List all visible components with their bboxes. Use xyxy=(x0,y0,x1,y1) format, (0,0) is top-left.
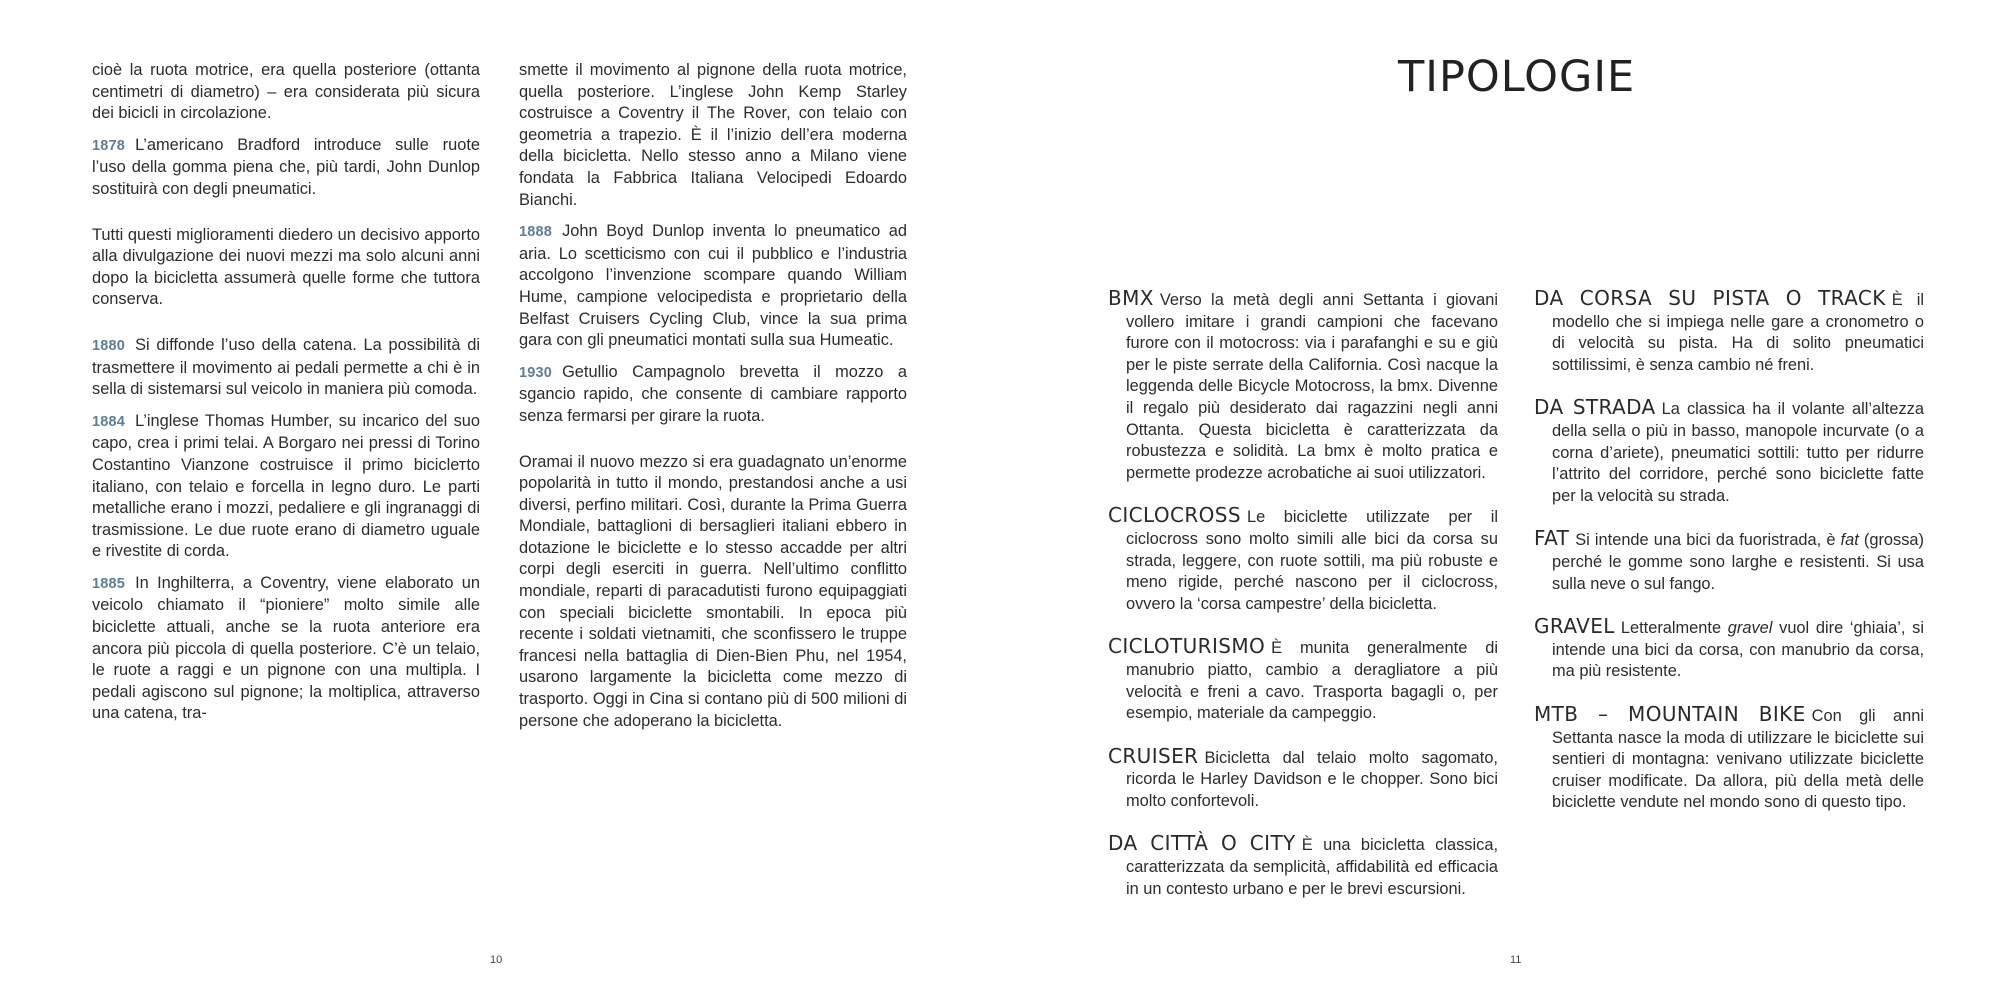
type-description: Le biciclette utilizzate per il ciclocross sono molto simili alle bici da corsa su strada, leggere, con ruote sottili, ma più robuste e meno rigide, perché nascono per il ciclocross, ovvero la ‘corsa campestre’ della bicicletta. xyxy=(1126,508,1498,613)
type-description: È munita generalmente di manubrio piatto, cambio a deragliatore a più velocità e freni a cavo. Trasporta bagagli o, per esempio, materiale da campeggio. xyxy=(1126,639,1498,723)
timeline-entry-1888 xyxy=(519,221,907,352)
types-column-1 xyxy=(1108,288,1498,921)
timeline-entry-1930 xyxy=(519,362,907,428)
type-entry-strada xyxy=(1534,397,1924,507)
type-name: CRUISER xyxy=(1108,743,1199,768)
type-emphasis: fat xyxy=(1840,531,1859,550)
type-name: BMX xyxy=(1108,286,1154,310)
entry-text: In Inghilterra, a Coventry, viene elaborato un veicolo chiamato il “pioniere” molto simile alle biciclette attuali, anche se la ruota anteriore era ancora più piccola di quella posteriore. C’è un telaio, le ruote a raggi e un pignone con una multipla. I pedali agiscono sul pignone; la moltiplica, attraverso una catena, tra- xyxy=(92,573,480,723)
type-description-start: Si intende una bici da fuoristrada, è xyxy=(1575,531,1836,550)
intro-paragraph: cioè la ruota motrice, era quella posteriore (ottanta centimetri di diametro) – era considerata più sicura dei bicicli in circolazione. xyxy=(92,61,480,123)
type-name: FAT xyxy=(1534,526,1570,551)
timeline-entry-1878 xyxy=(92,135,480,201)
left-column-1 xyxy=(92,60,480,735)
left-column-2 xyxy=(519,60,907,756)
body-paragraph: Oramai il nuovo mezzo si era guadagnato un’enorme popolarità in tutto il mondo, prestandosi anche a usi diversi, perfino militari. Così, durante la Prima Guerra Mondiale, battaglioni di bersaglieri italiani ebbero in dotazione le biciclette e lo stesso accadde per altri corpi degli eserciti in guerra. Nell’ultimo conflitto mondiale, reparti di paracadutisti furono equipaggiati con speciali biciclette smontabili. In epoca più recente i soldati vietnamiti, che sconfissero le truppe francesi nella battaglia di Dien-Bien Phu, nel 1954, usarono largamente la bicicletta come mezzo di trasporto. Oggi in Cina si contano più di 500 milioni di persone che adoperano la bicicletta. xyxy=(519,452,907,730)
entry-text: L’americano Bradford introduce sulle ruote l’uso della gomma piena che, più tardi, John Dunlop sostituirà con degli pneumatici. xyxy=(92,135,480,198)
timeline-entry-1884 xyxy=(92,411,480,563)
type-entry-gravel xyxy=(1534,616,1924,683)
type-name: GRAVEL xyxy=(1534,614,1615,639)
type-description: La classica ha il volante all’altezza della sella o più in basso, manopole incurvate (o a corna d’ariete), pneumatici sottili: tutto per ridurre l’attrito del corridore, perché sono biciclette fatte per la velocità su strada. xyxy=(1552,400,1924,505)
type-entry-fat xyxy=(1534,528,1924,595)
type-description: Verso la metà degli anni Settanta i giovani vollero imitare i grandi campioni che facevano furore con il motocross: via i parafanghi e su e giù per le piste serrate della California. Così nacque la leggenda delle Bicycle Motocross, la bmx. Divenne il regalo più desiderato dai ragazzini negli anni Ottanta. Questa bicicletta è caratterizzata da robustezza e solidità. La bmx è molto pratica e permette prodezze acrobatiche ai suoi utilizzatori. xyxy=(1126,291,1498,482)
type-name: CICLOTURISMO xyxy=(1108,634,1266,659)
type-name: DA CORSA SU PISTA O TRACK xyxy=(1534,286,1886,310)
year-label: 1888 xyxy=(519,224,553,241)
type-entry-cicloturismo xyxy=(1108,636,1498,724)
year-label: 1885 xyxy=(92,575,126,592)
page-number: 11 xyxy=(1510,954,1522,966)
continuation-paragraph: smette il movimento al pignone della ruota motrice, quella posteriore. L’inglese John Kemp Starley costruisce a Coventry il The Rover, con telaio con geometria a trapezio. È il l’inizio dell’era moderna della bicicletta. Nello stesso anno a Milano viene fondata la Fabbrica Italiana Velocipedi Edoardo Bianchi. xyxy=(519,61,907,209)
entry-text: L’inglese Thomas Humber, su incarico del suo capo, crea i primi telai. A Borgaro nei pressi di Torino Costantino Vianzone costruisce il primo biciclетto italiano, con telaio e forcella in legno duro. Le parti metalliche erano i mozzi, pedaliere e gli ingranaggi di trasmissione. Le due ruote erano di diametro uguale e rivestite di corda. xyxy=(92,411,480,561)
type-entry-mtb xyxy=(1534,701,1924,814)
type-name: DA STRADA xyxy=(1534,395,1656,420)
year-label: 1930 xyxy=(519,364,553,381)
type-description: Bicicletta dal telaio molto sagomato, ricorda le Harley Davidson e le chopper. Sono bici molto confortevoli. xyxy=(1126,748,1498,810)
type-entry-ciclocross xyxy=(1108,505,1498,615)
type-description-end: (grossa) perché le gomme sono larghe e resistenti. Si usa sulla neve o sul fango. xyxy=(1552,531,1925,593)
type-name: CICLOCROSS xyxy=(1108,503,1241,528)
type-description: È il modello che si impiega nelle gare a cronometro o di velocità su pista. Ha di solito pneumatici sottilissimi, è senza cambio né freni. xyxy=(1552,291,1924,374)
type-name: MTB – MOUNTAIN BIKE xyxy=(1534,701,1806,726)
right-page xyxy=(1000,0,2000,1000)
year-label: 1880 xyxy=(92,337,126,354)
section-title: TIPOLOGIE xyxy=(1398,52,1636,102)
year-label: 1878 xyxy=(92,137,126,154)
page-number: 10 xyxy=(490,954,503,966)
type-emphasis: gravel xyxy=(1727,619,1773,638)
timeline-entry-1880 xyxy=(92,335,480,401)
entry-text: Si diffonde l’uso della catena. La possibilità di trasmettere il movimento ai pedali permette a chi è in sella di sistemarsi sul veicolo in maniera più comoda. xyxy=(92,335,480,399)
type-entry-bmx xyxy=(1108,288,1498,484)
type-description-end: vuol dire ‘ghiaia’, si intende una bici da corsa, con manubrio da corsa, ma più resistente. xyxy=(1552,619,1924,681)
entry-text: Getullio Campagnolo brevetta il mozzo a sgancio rapido, che consente di cambiare rapporto senza fermarsi per girare la ruota. xyxy=(519,362,907,425)
type-description-start: Letteralmente xyxy=(1620,619,1722,638)
entry-text: John Boyd Dunlop inventa lo pneumatico ad aria. Lo scetticismo con cui il pubblico e l’industria accolgono l’invenzione scompare quando William Hume, campione velocipedista e proprietario della Belfast Cruisers Cycling Club, vince la sua prima gara con gli pneumatici montati sulla sua Humeatic. xyxy=(519,222,907,350)
timeline-entry-1885 xyxy=(92,573,480,725)
type-description: È una bicicletta classica, caratterizzata da semplicità, affidabilità ed efficacia in un contesto urbano e per le brevi escursioni. xyxy=(1126,836,1499,898)
type-entry-track xyxy=(1534,288,1924,376)
type-name: DA CITTÀ O CITY xyxy=(1108,831,1296,856)
body-paragraph: Tutti questi miglioramenti diedero un decisivo apporto alla divulgazione dei nuovi mezzi ma solo alcuni anni dopo la bicicletta assumerà quelle forme che tuttora conserva. xyxy=(92,225,480,309)
type-entry-cruiser xyxy=(1108,743,1498,813)
type-entry-city xyxy=(1108,833,1498,900)
types-column-2 xyxy=(1534,288,1924,835)
type-description: Con gli anni Settanta nasce la moda di utilizzare le biciclette sui sentieri di montagna: venivano utilizzate biciclette cruiser modificate. Da allora, più della metà delle biciclette vendute nel mondo sono di questo tipo. xyxy=(1552,706,1924,812)
year-label: 1884 xyxy=(92,413,126,430)
